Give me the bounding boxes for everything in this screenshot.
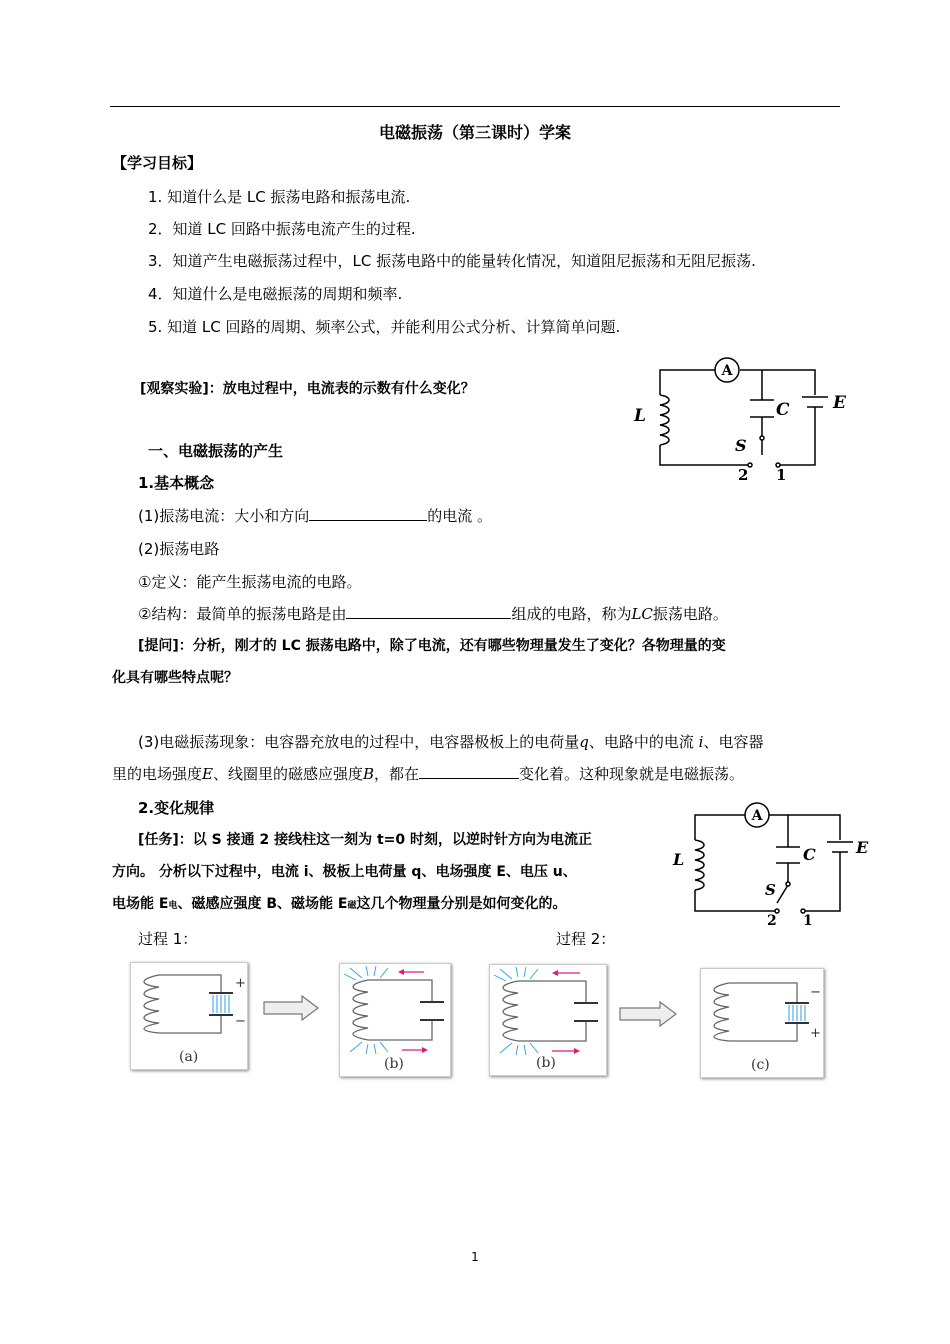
objectives-heading: 【学习目标】 xyxy=(112,154,203,172)
process-2-label: 过程 2： xyxy=(556,930,616,948)
figure-c xyxy=(700,968,824,1078)
ammeter-label: A xyxy=(721,363,733,379)
definition: ①定义：能产生振荡电流的电路。 xyxy=(138,573,362,591)
svg-text:S: S xyxy=(765,881,776,899)
svg-text:1: 1 xyxy=(803,913,813,929)
figure-a xyxy=(130,962,248,1070)
svg-text:+: + xyxy=(235,976,246,991)
question-line: 化具有哪些特点呢？ xyxy=(112,670,238,686)
svg-text:−: − xyxy=(810,985,821,1000)
arrow-icon xyxy=(262,994,322,1022)
header-rule xyxy=(110,106,840,107)
subheading: 2.变化规律 xyxy=(138,799,215,817)
svg-text:E: E xyxy=(856,838,869,857)
figure-b-2 xyxy=(489,964,607,1076)
process-1-label: 过程 1： xyxy=(138,930,198,948)
svg-text:(c): (c) xyxy=(751,1057,770,1073)
page-title: 电磁振荡（第三课时）学案 xyxy=(378,123,571,142)
objective-item: 5. 知道 LC 回路的周期、频率公式，并能利用公式分析、计算简单问题. xyxy=(148,318,621,336)
svg-text:A: A xyxy=(751,808,763,824)
svg-text:(b): (b) xyxy=(536,1055,556,1071)
fill-blank[interactable] xyxy=(346,604,511,619)
svg-text:C: C xyxy=(776,400,790,420)
phenomenon-line: 里的电场强度E、线圈里的磁感应强度B，都在 变化着。这种现象就是电磁振荡。 xyxy=(112,765,745,783)
fill-blank[interactable] xyxy=(309,506,427,521)
svg-text:+: + xyxy=(810,1026,821,1041)
task-line: [任务]：以 S 接通 2 接线柱这一刻为 t=0 时刻，以逆时针方向为电流正 xyxy=(138,832,593,848)
fill-blank[interactable] xyxy=(419,764,519,779)
figure-b-1 xyxy=(339,963,451,1077)
svg-text:(a): (a) xyxy=(179,1049,199,1065)
section-heading: 一、电磁振荡的产生 xyxy=(148,442,284,460)
objective-item: 4．知道什么是电磁振荡的周期和频率. xyxy=(148,285,403,303)
wire xyxy=(660,370,715,395)
circuit-diagram-1 xyxy=(620,345,860,485)
task-line: 方向。 分析以下过程中，电流 i、极板上电荷量 q、电场强度 E、电压 u、 xyxy=(112,864,577,880)
objective-item: 2．知道 LC 回路中振荡电流产生的过程. xyxy=(148,220,416,238)
page-number: 1 xyxy=(471,1250,479,1264)
observe-prompt: [观察实验]：放电过程中，电流表的示数有什么变化？ xyxy=(140,381,475,397)
svg-text:2: 2 xyxy=(767,913,777,929)
svg-text:L: L xyxy=(673,850,685,869)
svg-text:(b): (b) xyxy=(384,1056,404,1072)
subheading: 1.基本概念 xyxy=(138,474,215,492)
phenomenon-line: (3)电磁振荡现象：电容器充放电的过程中，电容器极板上的电荷量q、电路中的电流 i、电容器 xyxy=(138,733,764,751)
svg-text:1: 1 xyxy=(776,466,787,484)
svg-text:−: − xyxy=(235,1014,246,1029)
objective-item: 1. 知道什么是 LC 振荡电路和振荡电流. xyxy=(148,188,411,206)
arrow-icon xyxy=(618,1000,680,1028)
oscillating-circuit: (2)振荡电路 xyxy=(138,540,220,558)
svg-text:C: C xyxy=(803,845,816,864)
question-line: [提问]：分析，刚才的 LC 振荡电路中，除了电流，还有哪些物理量发生了变化？各物理量的变 xyxy=(138,638,726,654)
svg-text:L: L xyxy=(634,406,646,426)
task-line: 电场能 E电、磁感应强度 B、磁场能 E磁这几个物理量分别是如何变化的。 xyxy=(112,896,567,912)
objective-item: 3．知道产生电磁振荡过程中，LC 振荡电路中的能量转化情况，知道阻尼振荡和无阻尼振荡. xyxy=(148,252,756,270)
svg-text:2: 2 xyxy=(738,466,749,484)
structure-line: ②结构：最简单的振荡电路是由 组成的电路，称为LC振荡电路。 xyxy=(138,605,728,623)
svg-text:S: S xyxy=(735,436,747,455)
oscillating-current-line: (1)振荡电流：大小和方向 的电流 。 xyxy=(138,507,493,525)
circuit-diagram-2 xyxy=(655,795,885,935)
svg-text:E: E xyxy=(833,393,846,413)
